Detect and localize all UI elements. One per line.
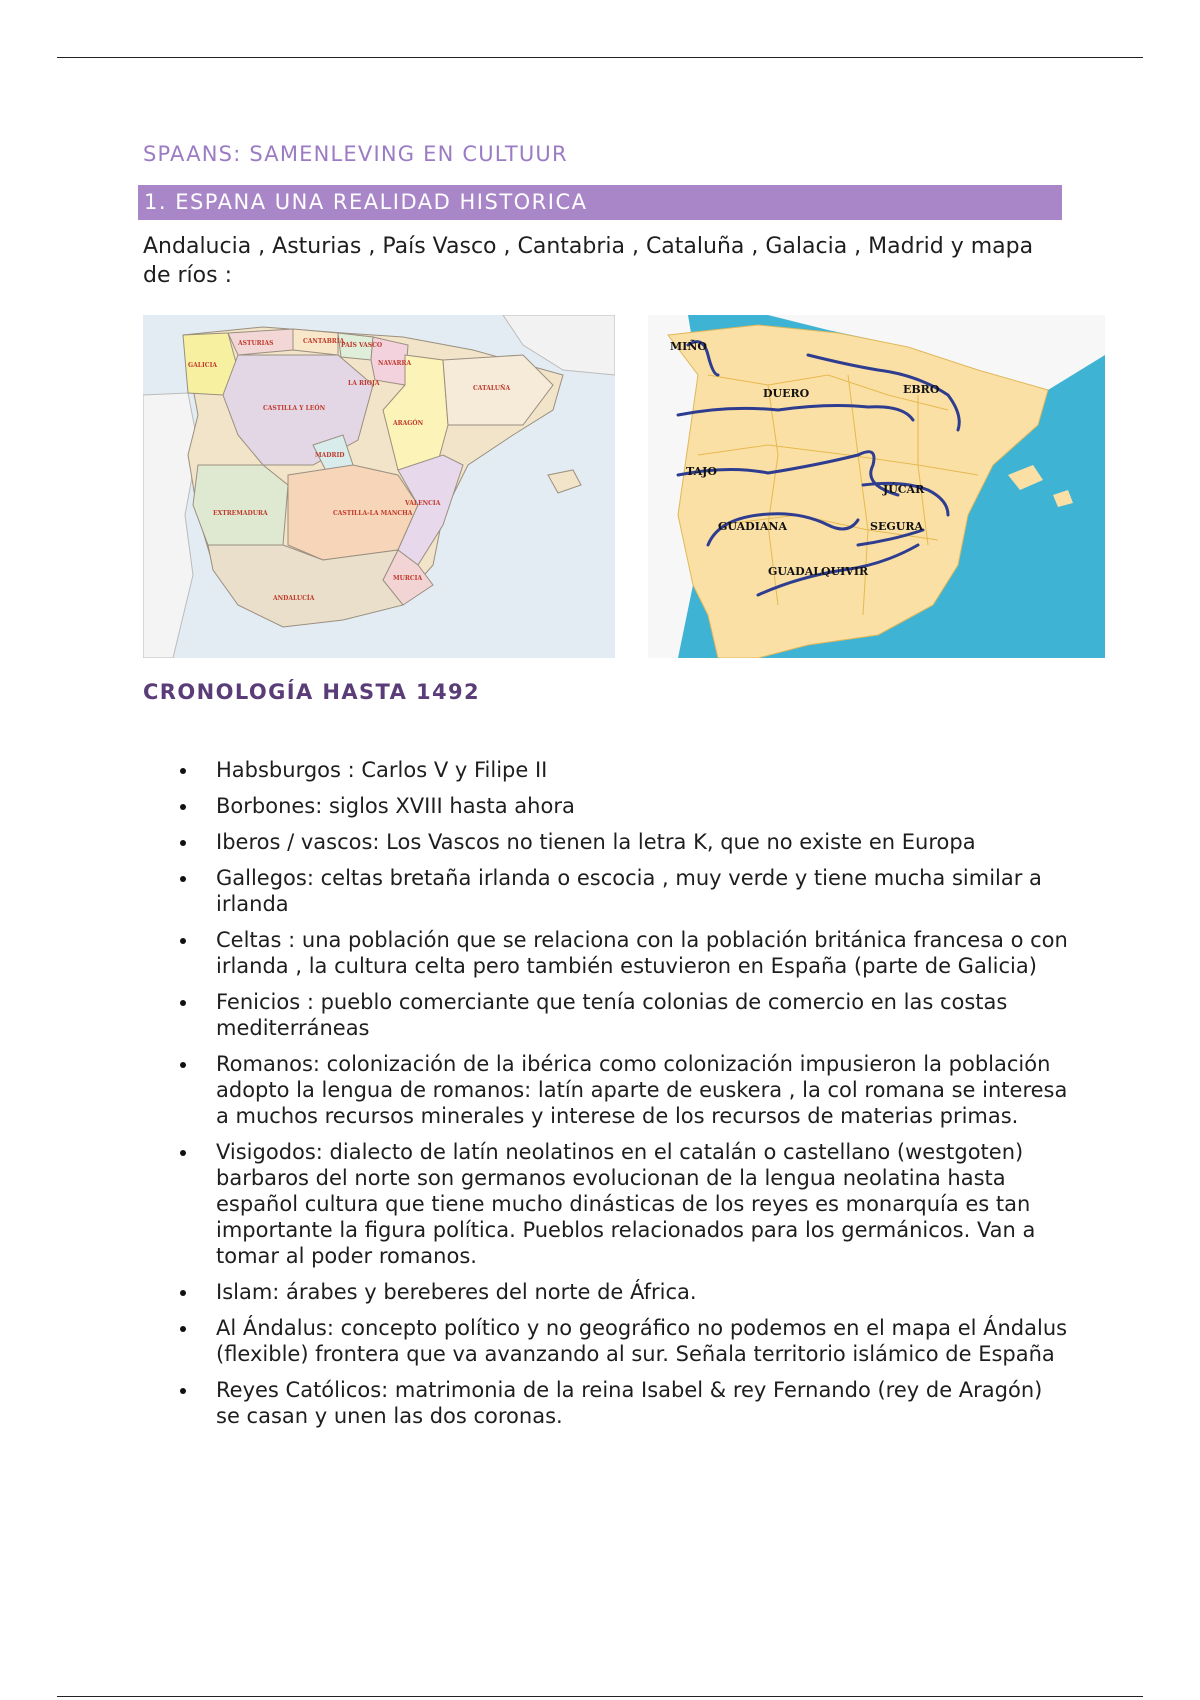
list-item: [180, 1139, 1070, 1269]
region-label: MURCIA: [393, 575, 423, 582]
list-item: [180, 757, 1070, 783]
section-heading: 1. ESPANA UNA REALIDAD HISTORICA: [138, 185, 1062, 220]
bullet-icon: [180, 768, 186, 774]
top-rule: [57, 57, 1143, 58]
region-label: CASTILLA-LA MANCHA: [333, 510, 413, 517]
region-label: CANTABRIA: [303, 338, 345, 345]
river-label: MIÑO: [670, 340, 707, 353]
list-item-text: Romanos: colonización de la ibérica como colonización impusieron la población adopto la lengua de romanos: latín aparte de euskera , la col romana se interesa a muchos recursos minerales y interese de los recursos de materias primas.: [216, 1052, 1068, 1128]
bullet-icon: [180, 1388, 186, 1394]
river-label: GUADIANA: [718, 520, 787, 533]
list-item: [180, 1377, 1070, 1429]
river-label: EBRO: [903, 383, 940, 396]
region-label: ANDALUCÍA: [273, 595, 315, 602]
list-item: [180, 927, 1070, 979]
list-item-text: Reyes Católicos: matrimonia de la reina Isabel & rey Fernando (rey de Aragón) se casan y unen las dos coronas.: [216, 1378, 1043, 1428]
list-item-text: Habsburgos : Carlos V y Filipe II: [216, 758, 548, 782]
river-label: DUERO: [763, 387, 810, 400]
bullet-icon: [180, 804, 186, 810]
document-title: SPAANS: SAMENLEVING EN CULTUUR: [143, 142, 568, 166]
bullet-icon: [180, 1000, 186, 1006]
bullet-icon: [180, 1290, 186, 1296]
chronology-list: [180, 757, 1070, 1439]
region-label: CASTILLA Y LEÓN: [263, 405, 326, 412]
list-item-text: Borbones: siglos XVIII hasta ahora: [216, 794, 575, 818]
list-item: [180, 793, 1070, 819]
list-item: [180, 1279, 1070, 1305]
list-item: [180, 1051, 1070, 1129]
list-item-text: Visigodos: dialecto de latín neolatinos en el catalán o castellano (westgoten) barbaros del norte son germanos evolucionan de la lengua neolatina hasta español cultura que tiene mucho dinásticas de los reyes es monarquía es tan importante la figura política. Pueblos relacionados para los germánicos. Van a tomar al poder romanos.: [216, 1140, 1036, 1268]
region-label: LA RIOJA: [348, 380, 380, 387]
region-label: PAÍS VASCO: [341, 342, 383, 349]
region-label: CATALUÑA: [473, 385, 511, 392]
intro-paragraph: Andalucia , Asturias , País Vasco , Cantabria , Cataluña , Galacia , Madrid y mapa de ríos :: [143, 234, 1034, 288]
list-item-text: Islam: árabes y bereberes del norte de África.: [216, 1280, 697, 1304]
list-item: [180, 865, 1070, 917]
river-label: GUADALQUIVIR: [768, 565, 869, 578]
bullet-icon: [180, 840, 186, 846]
spain-regions-map: [143, 315, 615, 658]
region-label: NAVARRA: [378, 360, 412, 367]
list-item-text: Fenicios : pueblo comerciante que tenía colonias de comercio en las costas mediterráneas: [216, 990, 1008, 1040]
chronology-heading: CRONOLOGÍA HASTA 1492: [143, 680, 481, 704]
bullet-icon: [180, 1150, 186, 1156]
region-label: ASTURIAS: [238, 340, 274, 347]
list-item: [180, 1315, 1070, 1367]
bottom-rule: [57, 1696, 1143, 1697]
bullet-icon: [180, 938, 186, 944]
list-item-text: Celtas : una población que se relaciona con la población británica francesa o con irlanda , la cultura celta pero también estuvieron en España (parte de Galicia): [216, 928, 1068, 978]
bullet-icon: [180, 1326, 186, 1332]
spain-rivers-map: [648, 315, 1105, 658]
region-label: VALENCIA: [405, 500, 441, 507]
list-item-text: Gallegos: celtas bretaña irlanda o escocia , muy verde y tiene mucha similar a irlanda: [216, 866, 1042, 916]
region-label: EXTREMADURA: [213, 510, 268, 517]
bullet-icon: [180, 876, 186, 882]
region-label: MADRID: [315, 452, 345, 459]
river-label: JÚCAR: [883, 483, 925, 496]
region-label: GALICIA: [188, 362, 218, 369]
region-label: ARAGÓN: [393, 420, 424, 427]
river-label: SEGURA: [870, 520, 923, 533]
list-item-text: Iberos / vascos: Los Vascos no tienen la letra K, que no existe en Europa: [216, 830, 976, 854]
list-item: [180, 989, 1070, 1041]
river-label: TAJO: [686, 465, 717, 478]
list-item: [180, 829, 1070, 855]
list-item-text: Al Ándalus: concepto político y no geográfico no podemos en el mapa el Ándalus (flexible) frontera que va avanzando al sur. Señala territorio islámico de España: [216, 1316, 1068, 1366]
bullet-icon: [180, 1062, 186, 1068]
